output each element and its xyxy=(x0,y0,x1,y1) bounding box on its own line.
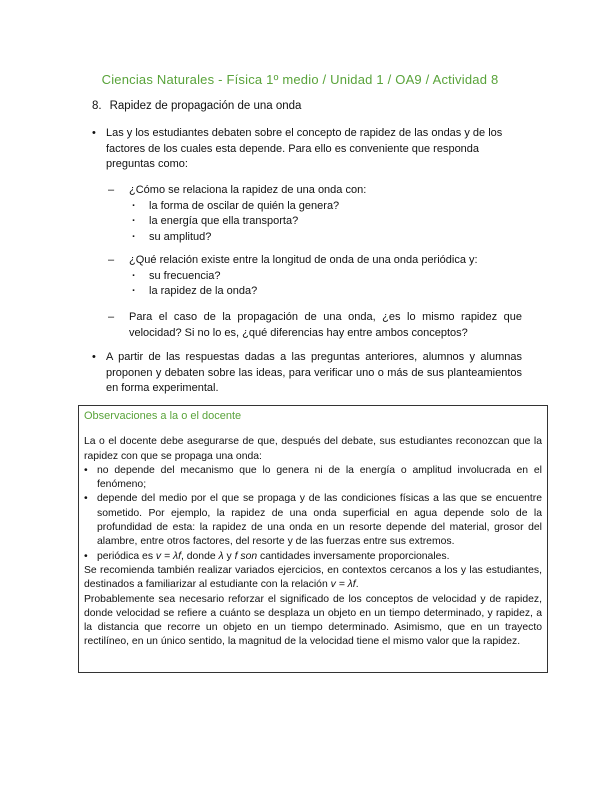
question-1-item: · la energía que ella transporta? xyxy=(92,214,522,230)
question-1-item: · su amplitud? xyxy=(92,230,522,246)
section-title-text: Rapidez de propagación de una onda xyxy=(109,100,302,112)
conclusion-bullet xyxy=(92,350,522,397)
question-1-text: ¿Cómo se relaciona la rapidez de una onda con: xyxy=(129,184,367,196)
bullet-proposal: • A partir de las respuestas dadas a las preguntas anteriores, alumnos y alumnas proponen y debaten sobre las ideas, para verificar uno o más de sus planteamientos en forma experimental. xyxy=(92,350,522,397)
teacher-notes-velocity: Probablemente sea necesario reforzar el significado de los conceptos de velocidad y de rapidez, donde velocidad se refiere a cuánto se desplaza un objeto en un tiempo determinado, y rapidez, a la distancia que recorre un objeto en un tiempo determinado. Asimismo, que en un trayecto rectilíneo, en un único sentido, la magnitud de la velocidad tiene el mismo valor que la rapidez. xyxy=(84,593,542,648)
question-2: – ¿Qué relación existe entre la longitud de onda de una onda periódica y: xyxy=(108,254,478,266)
intro-bullet xyxy=(92,126,522,173)
teacher-point-formula: • periódica es v = λf, donde λ y f son cantidades inversamente proporcionales. xyxy=(84,550,542,564)
question-3-block xyxy=(92,310,522,341)
question-2-item: · su frecuencia? xyxy=(92,269,522,285)
formula: v = λf xyxy=(155,550,181,562)
page-header: Ciencias Naturales - Física 1º medio / Unidad 1 / OA9 / Actividad 8 xyxy=(101,72,499,87)
bullet-debate: • Las y los estudiantes debaten sobre el concepto de rapidez de las ondas y de los factores de los cuales esta depende. Para ello es conveniente que responda preguntas como: xyxy=(92,126,522,173)
question-2-text: ¿Qué relación existe entre la longitud de onda de una onda periódica y: xyxy=(129,254,478,266)
question-2-block xyxy=(92,253,522,300)
question-2-item: · la rapidez de la onda? xyxy=(92,284,522,300)
teacher-notes-exercises: Se recomienda también realizar variados ejercicios, en contextos cercanos a los y las estudiantes, destinados a familiarizar al estudiante con la relación v = λf. xyxy=(84,564,542,591)
formula: v = λf xyxy=(330,579,356,591)
question-1-item: · la forma de oscilar de quién la genera? xyxy=(92,199,522,215)
question-3-text: Para el caso de la propagación de una onda, ¿es lo mismo rapidez que velocidad? Si no lo es, ¿qué diferencias hay entre ambos conceptos? xyxy=(129,311,522,339)
question-1: – ¿Cómo se relaciona la rapidez de una onda con: xyxy=(108,184,367,196)
teacher-notes-box xyxy=(78,405,548,673)
section-title xyxy=(92,100,301,112)
teacher-point: • no depende del mecanismo que lo genera ni de la energía o amplitud involucrada en el fenómeno; xyxy=(84,464,542,493)
question-3: – Para el caso de la propagación de una onda, ¿es lo mismo rapidez que velocidad? Si no lo es, ¿qué diferencias hay entre ambos conceptos? xyxy=(108,311,522,339)
teacher-notes-title: Observaciones a la o el docente xyxy=(84,410,242,422)
section-number: 8. xyxy=(92,100,102,112)
teacher-notes-intro: La o el docente debe asegurarse de que, después del debate, sus estudiantes reconozcan que la rapidez con que se propaga una onda: xyxy=(84,436,542,462)
question-1-block xyxy=(92,183,522,245)
teacher-point: • depende del medio por el que se propaga y de las condiciones físicas a las que se encuentre sometido. Por ejemplo, la rapidez de una onda superficial en agua depende solo de la profundidad de esta: la rapidez de una onda en un resorte depende del material, grosor del alambre, entre otros factores, del resorte y de las fuerzas entre sus extremos. xyxy=(84,492,542,549)
